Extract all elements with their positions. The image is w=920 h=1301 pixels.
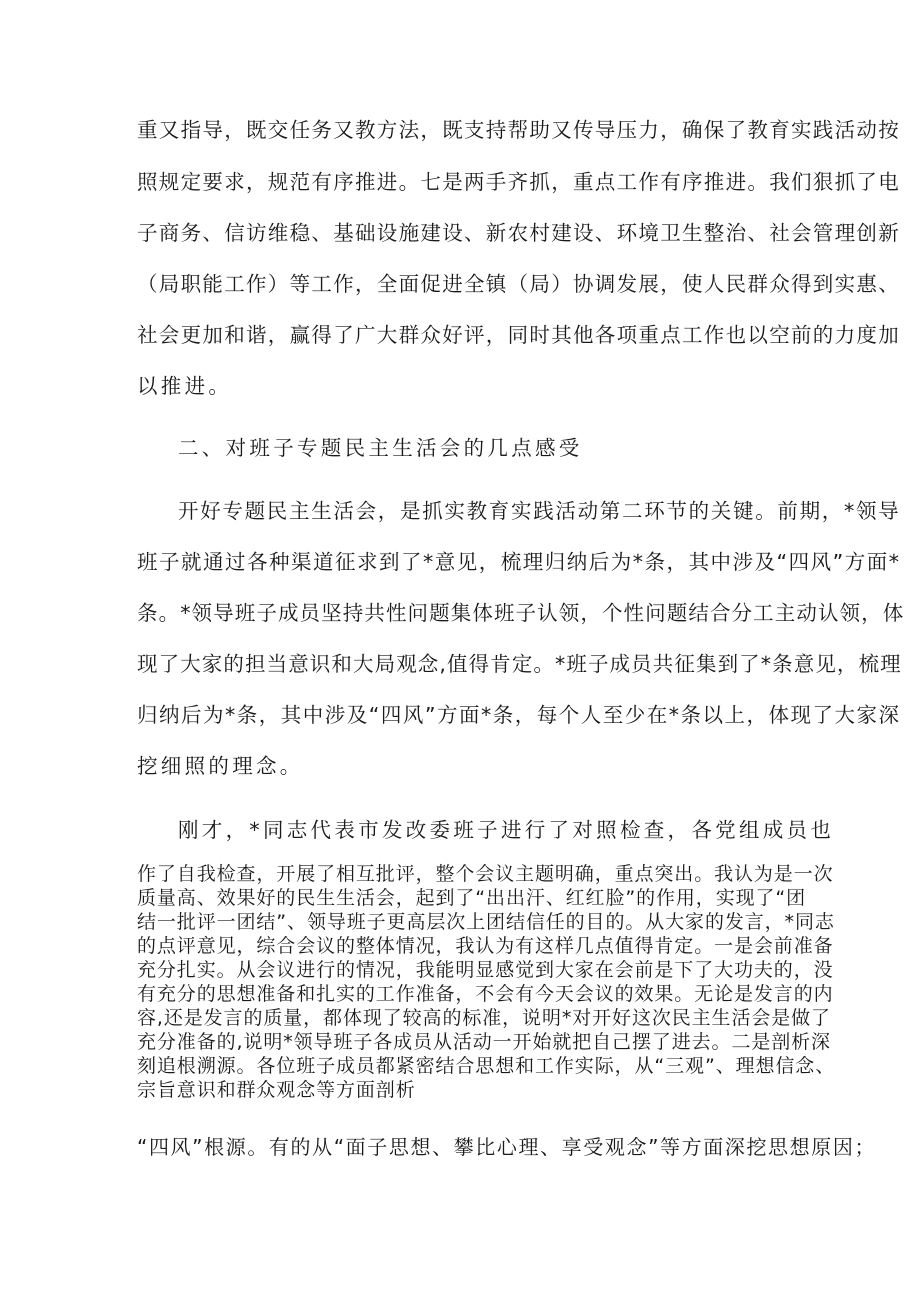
paragraph-line: 子商务、信访维稳、基础设施建设、新农村建设、环境卫生整治、社会管理创新 <box>137 221 900 245</box>
paragraph-line: 社会更加和谐，赢得了广大群众好评，同时其他各项重点工作也以空前的力度加 <box>137 323 900 347</box>
paragraph-line: 重又指导，既交任务又教方法，既支持帮助又传导压力，确保了教育实践活动按 <box>137 118 900 142</box>
paragraph-line: 以推进。 <box>137 374 233 398</box>
paragraph-line: 班子就通过各种渠道征求到了*意见，梳理归纳后为*条，其中涉及“四风”方面* <box>137 550 901 574</box>
section-heading: 二、对班子专题民主生活会的几点感受 <box>178 436 583 460</box>
paragraph-line: 的点评意见，综合会议的整体情况，我认为有这样几点值得肯定。一是会前准备 <box>137 935 834 957</box>
paragraph-line: 充分扎实。从会议进行的情况，我能明显感觉到大家在会前是下了大功夫的，没 <box>137 959 834 981</box>
paragraph-line: 刚才，*同志代表市发改委班子进行了对照检查，各党组成员也 <box>178 818 835 842</box>
paragraph-line: “四风”根源。有的从“面子思想、攀比心理、享受观念”等方面深挖思想原因； <box>137 1135 877 1159</box>
paragraph-line: 现了大家的担当意识和大局观念,值得肯定。*班子成员共征集到了*条意见，梳理 <box>137 652 902 676</box>
paragraph-line: 条。*领导班子成员坚持共性问题集体班子认领，个性问题结合分工主动认领，体 <box>137 601 905 625</box>
paragraph-line: 质量高、效果好的民生生活会，起到了“出出汗、红红脸”的作用，实现了“团 <box>137 887 807 909</box>
paragraph-line: 充分准备的,说明*领导班子各成员从活动一开始就把自己摆了进去。二是剖析深 <box>137 1031 831 1053</box>
paragraph-line: 挖细照的理念。 <box>137 754 304 778</box>
paragraph-line: 归纳后为*条，其中涉及“四风”方面*条，每个人至少在*条以上，体现了大家深 <box>137 703 901 727</box>
paragraph-line: 照规定要求，规范有序推进。七是两手齐抓，重点工作有序推进。我们狠抓了电 <box>137 170 900 194</box>
paragraph-line: 结一批评一团结”、领导班子更高层次上团结信任的目的。从大家的发言，*同志 <box>137 911 835 933</box>
paragraph-line: 容,还是发言的质量，都体现了较高的标准，说明*对开好这次民主生活会是做了 <box>137 1007 831 1029</box>
paragraph-line: 开好专题民主生活会，是抓实教育实践活动第二环节的关键。前期，*领导 <box>178 499 901 523</box>
paragraph-line: 有充分的思想准备和扎实的工作准备，不会有今天会议的效果。无论是发言的内 <box>137 983 834 1005</box>
paragraph-line: （局职能工作）等工作，全面促进全镇（局）协调发展，使人民群众得到实惠、 <box>137 272 900 296</box>
paragraph-line: 作了自我检查，开展了相互批评，整个会议主题明确，重点突出。我认为是一次 <box>137 863 834 885</box>
paragraph-line: 刻追根溯源。各位班子成员都紧密结合思想和工作实际，从“三观”、理想信念、 <box>137 1055 836 1077</box>
paragraph-line: 宗旨意识和群众观念等方面剖析 <box>137 1079 416 1101</box>
